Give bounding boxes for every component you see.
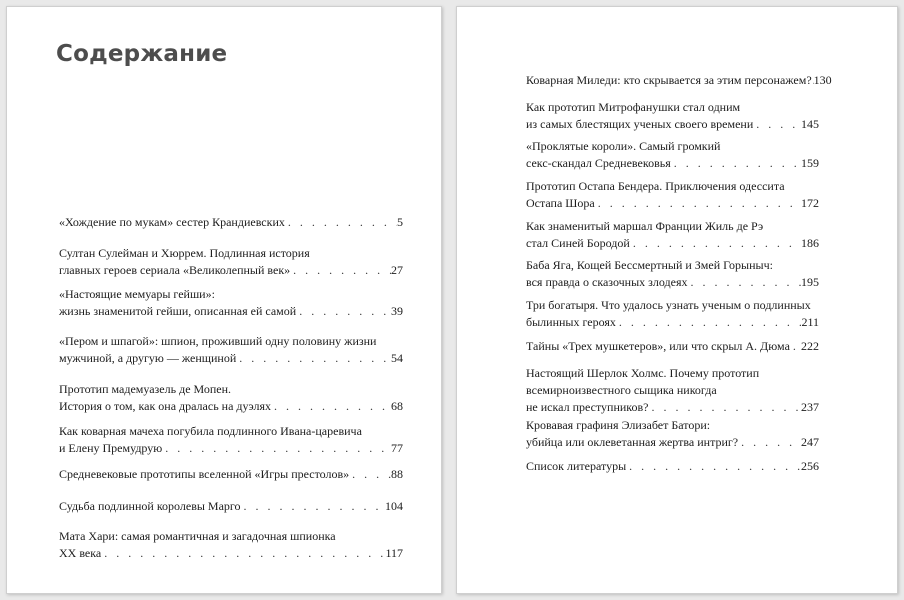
page-number: 211 [801,315,819,329]
page-number: 27 [391,263,403,277]
toc-entry [59,286,403,320]
toc-entry-line: Прототип мадемуазель де Мопен. [59,382,232,396]
toc-entry-line: «Пером и шпагой»: шпион, проживший одну половину жизни [59,334,377,348]
toc-entry-line: «Настоящие мемуары гейши»: [59,287,215,301]
toc-entry-line: Тайны «Трех мушкетеров», или что скрыл А. Дюма [526,339,790,353]
dot-leader [649,399,801,416]
toc-entry [526,99,819,133]
page-number: 104 [385,499,403,513]
toc-entry-line: История о том, как она дралась на дуэлях [59,399,271,413]
toc-entry-line: Настоящий Шерлок Холмс. Почему прототип [526,366,760,380]
dot-leader [616,314,802,331]
toc-entry [59,245,403,279]
toc-entry [59,498,403,515]
dot-leader [630,235,801,252]
toc-entry-line: Список литературы [526,459,627,473]
toc-entry-line: убийца или оклеветанная жертва интриг? [526,435,739,449]
toc-entry-line: Средневековые прототипы вселенной «Игры престолов» [59,467,350,481]
toc-entry-line: «Проклятые короли». Самый громкий [526,139,721,153]
dot-leader [595,195,801,212]
page-number: 247 [801,435,819,449]
toc-entry [59,528,403,562]
toc-entry [59,333,403,367]
page-number: 159 [801,156,819,170]
page-number: 186 [801,236,819,250]
dot-leader [626,458,801,475]
toc-entry [526,257,819,291]
dot-leader [241,498,385,515]
page-number: 256 [801,459,819,473]
toc-entry [526,297,819,331]
page-number: 77 [391,441,403,455]
toc-entry [526,218,819,252]
toc-entry-line: Коварная Миледи: кто скрывается за этим персонажем? [526,73,812,87]
toc-entry-line: жизнь знаменитой гейши, описанная ей самой [59,304,297,318]
toc-entry-line: XX века [59,546,102,560]
dot-leader [790,338,801,355]
toc-entry [59,423,403,457]
toc-entry-line: былинных героях [526,315,616,329]
toc-entry [59,466,403,483]
toc-entry-line: Как знаменитый маршал Франции Жиль де Рэ [526,219,764,233]
page-number: 39 [391,304,403,318]
toc-entry-line: не искал преступников? [526,400,649,414]
page-number: 145 [801,117,819,131]
page-number: 130 [813,73,832,87]
dot-leader [271,398,391,415]
toc-entry-line: Баба Яга, Кощей Бессмертный и Змей Горыныч: [526,258,773,272]
toc-entry [526,458,819,475]
toc-entry [526,72,832,89]
toc-entry [526,178,819,212]
dot-leader [753,116,801,133]
page-number: 5 [397,215,403,229]
page-title: Содержание [56,41,228,67]
toc-entry [526,417,819,451]
toc-entry-line: Судьба подлинной королевы Марго [59,499,241,513]
toc-entry-line: вся правда о сказочных злодеях [526,275,688,289]
toc-entry-line: «Хождение по мукам» сестер Крандиевских [59,215,285,229]
page-number: 88 [391,467,403,481]
toc-entry-line: Прототип Остапа Бендера. Приключения одессита [526,179,785,193]
dot-leader [285,214,397,231]
toc-entry-line: Кровавая графиня Элизабет Батори: [526,418,711,432]
dot-leader [349,466,391,483]
toc-entry-line: Три богатыря. Что удалось узнать ученым о подлинных [526,298,811,312]
page-number: 68 [391,399,403,413]
dot-leader [688,274,801,291]
toc-entry-line: секс-скандал Средневековья [526,156,671,170]
left-page [6,6,442,594]
toc-entry-line: главных героев сериала «Великолепный век» [59,263,291,277]
toc-entry [59,381,403,415]
page-number: 195 [801,275,819,289]
dot-leader [290,262,391,279]
toc-entry-line: из самых блестящих ученых своего времени [526,117,754,131]
toc-entry [59,214,403,231]
toc-entry [526,365,819,416]
dot-leader [671,155,801,172]
page-number: 237 [801,400,819,414]
toc-entry-line: Как прототип Митрофанушки стал одним [526,100,741,114]
dot-leader [162,440,391,457]
toc-entry-line: Мата Хари: самая романтичная и загадочная шпионка [59,529,336,543]
toc-entry-line: и Елену Премудрую [59,441,163,455]
right-page [456,6,898,594]
page-number: 117 [385,546,403,560]
dot-leader [296,303,391,320]
toc-entry-line: мужчиной, а другую — женщиной [59,351,237,365]
dot-leader [101,545,385,562]
toc-entry-line: Султан Сулейман и Хюррем. Подлинная история [59,246,310,260]
toc-entry [526,138,819,172]
page-number: 222 [801,339,819,353]
toc-entry [526,338,819,355]
toc-entry-line: стал Синей Бородой [526,236,630,250]
toc-entry-line: всемирноизвестного сыщика никогда [526,383,717,397]
page-number: 54 [391,351,403,365]
dot-leader [738,434,801,451]
page-number: 172 [801,196,819,210]
toc-entry-line: Остапа Шора [526,196,595,210]
toc-entry-line: Как коварная мачеха погубила подлинного Ивана-царевича [59,424,362,438]
dot-leader [236,350,391,367]
